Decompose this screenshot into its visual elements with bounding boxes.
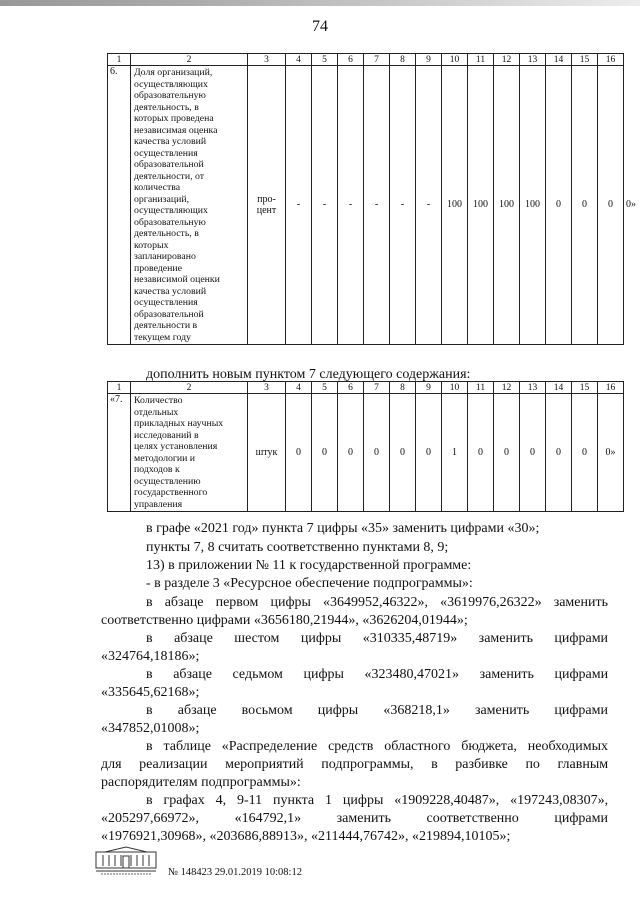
table-indicator-6 <box>107 53 636 345</box>
word: «323480,47021» <box>364 667 460 682</box>
value-cell: 0 <box>312 394 338 512</box>
word: заменить <box>478 631 533 646</box>
word: «164792,1» <box>234 811 302 826</box>
description-line: Количество <box>134 395 183 406</box>
word: в <box>146 793 153 808</box>
column-header-1: 1 <box>108 54 131 66</box>
paragraph-p9-line3: распорядителям подпрограммы»: <box>101 775 301 790</box>
column-header-5: 5 <box>312 382 338 394</box>
word: абзаце <box>177 703 217 718</box>
word: цифрами <box>554 811 608 826</box>
word: пункта <box>273 793 315 808</box>
description-line: независимой оценки <box>134 274 220 285</box>
paragraph-p1: в графе «2021 год» пункта 7 цифры «35» заменить цифрами «30»; <box>146 521 540 536</box>
word: «Распределение <box>221 739 318 754</box>
column-header-16: 16 <box>598 382 624 394</box>
page-number: 74 <box>312 18 328 35</box>
column-header-6: 6 <box>338 382 364 394</box>
table-row: 6. Доля организаций, осуществляющих образовательную деятельность, в которых проведена независимая оценка качества условий осуществления образовательной деятельности, от количества организаций, осуществляющих образовательную деятельность, в которых запланировано проведение независимой оценки качества условий осуществления образовательной деятельности в текущем году про- цент - - - - - - 100 100 100 100 0 0 0 0» <box>108 66 624 345</box>
table-row <box>108 394 624 512</box>
word: восьмом <box>241 703 293 718</box>
column-header-1: 1 <box>108 382 131 394</box>
description-line: организаций, <box>134 193 190 205</box>
column-header-8: 8 <box>390 54 416 66</box>
value-cell: 0 <box>520 394 546 512</box>
row-description <box>131 394 248 512</box>
word: абзаце <box>173 667 212 682</box>
column-header-7: 7 <box>364 54 390 66</box>
word: 1 <box>325 793 333 808</box>
description-line: деятельность, в <box>134 228 199 239</box>
paragraph-p9-line1 <box>146 738 608 756</box>
word: «310335,48719» <box>362 631 458 646</box>
value-cell: 100 <box>468 66 494 345</box>
word: реализации <box>139 757 208 772</box>
paragraph-p2: пункты 7, 8 считать соответственно пунктами 8, 9; <box>146 540 449 555</box>
column-header-15: 15 <box>572 382 598 394</box>
description-line: независимая оценка <box>134 124 218 136</box>
paragraph-p7-line1 <box>146 666 608 684</box>
value-cell: 0 <box>546 394 572 512</box>
word: цифрами <box>554 667 609 682</box>
description-line: текущем году <box>134 331 191 343</box>
description-line: образовательной <box>134 159 204 170</box>
unit-line: цент <box>256 205 277 216</box>
column-header-10: 10 <box>442 54 468 66</box>
description-line: методологии и <box>134 452 196 464</box>
word: в <box>146 595 153 610</box>
row-description <box>131 66 248 345</box>
description-line: подходов к <box>134 464 180 475</box>
column-header-2: 2 <box>131 382 248 394</box>
column-header-8: 8 <box>390 382 416 394</box>
description-line: Доля организаций, <box>134 67 213 78</box>
word: «197243,08307», <box>510 793 609 808</box>
description-line: осуществляющих <box>134 78 208 90</box>
value-cell: 0 <box>546 66 572 345</box>
word: цифры <box>270 595 311 610</box>
description-line: деятельность, в <box>134 101 199 113</box>
registration-stamp: № 148423 29.01.2019 10:08:12 <box>168 867 302 878</box>
description-line: проведение <box>134 262 182 274</box>
scan-edge <box>0 0 640 6</box>
description-line: отдельных <box>134 406 179 418</box>
column-header-12: 12 <box>494 54 520 66</box>
value-cell: - <box>390 66 416 345</box>
value-cell: - <box>416 66 442 345</box>
table-header-row <box>108 54 624 66</box>
paragraph-p7-line2: «335645,62168»; <box>101 685 200 700</box>
word: заменить <box>336 811 391 826</box>
value-cell: 0 <box>572 66 598 345</box>
description-line: качества условий <box>134 136 207 147</box>
description-line: которых проведена <box>134 113 214 124</box>
column-header-9: 9 <box>416 54 442 66</box>
value-cell: - <box>338 66 364 345</box>
word: цифрами <box>554 703 608 718</box>
description-line: целях установления <box>134 441 218 452</box>
word: мероприятий <box>225 757 304 772</box>
word: главным <box>557 757 609 772</box>
column-header-5: 5 <box>312 54 338 66</box>
column-header-4: 4 <box>286 54 312 66</box>
value-cell: - <box>286 66 312 345</box>
word: «368218,1» <box>383 703 450 718</box>
column-header-2: 2 <box>131 54 248 66</box>
paragraph-p10-line3: «1976921,30968», «203686,88913», «211444,76742», «219894,10105»; <box>101 829 511 844</box>
word: разбивке <box>455 757 508 772</box>
value-cell: 0 <box>468 394 494 512</box>
value-cell: 0 <box>286 394 312 512</box>
column-header-14: 14 <box>546 54 572 66</box>
value-cell: 0 <box>390 394 416 512</box>
description-line: образовательную <box>134 216 206 228</box>
word: «1909228,40487», <box>394 793 500 808</box>
word: областного <box>384 739 451 754</box>
word: подпрограммы, <box>321 757 414 772</box>
word: первом <box>215 595 259 610</box>
word: заменить <box>553 595 608 610</box>
column-header-13: 13 <box>520 54 546 66</box>
column-header-3: 3 <box>248 54 286 66</box>
description-line: исследований в <box>134 429 199 441</box>
paragraph-p5-line2: соответственно цифрами «3656180,21944», «3626204,01944»; <box>101 613 468 628</box>
description-line: прикладных научных <box>134 418 224 429</box>
word: по <box>525 757 540 772</box>
paragraph-p5-line1 <box>146 594 608 612</box>
word: необходимых <box>527 739 609 754</box>
word: седьмом <box>232 667 283 682</box>
word: в <box>431 757 438 772</box>
paragraph-p4: - в разделе 3 «Ресурсное обеспечение подпрограммы»: <box>146 576 473 591</box>
description-line: осуществления <box>134 147 198 159</box>
value-cell: 0 <box>494 394 520 512</box>
value-cell: 0» <box>598 394 624 512</box>
paragraph-p6-line2: «324764,18186»; <box>101 649 200 664</box>
description-line: деятельности, от <box>134 170 205 182</box>
word: шестом <box>234 631 280 646</box>
building-seal-icon <box>95 846 157 876</box>
description-line: качества условий <box>134 285 207 297</box>
column-header-7: 7 <box>364 382 390 394</box>
description-line: образовательную <box>134 90 206 101</box>
column-header-14: 14 <box>546 382 572 394</box>
description-line: которых <box>134 239 169 251</box>
word: цифры <box>342 793 384 808</box>
value-cell: 100 <box>520 66 546 345</box>
word: абзаце <box>164 595 204 610</box>
column-header-6: 6 <box>338 54 364 66</box>
column-header-11: 11 <box>468 382 494 394</box>
description-line: управления <box>134 498 183 510</box>
value-cell: 100 <box>494 66 520 345</box>
word: бюджета, <box>461 739 517 754</box>
column-header-11: 11 <box>468 54 494 66</box>
word: заменить <box>474 703 530 718</box>
table-indicator-7 <box>107 381 624 512</box>
column-header-4: 4 <box>286 382 312 394</box>
column-header-9: 9 <box>416 382 442 394</box>
row-unit: штук <box>248 394 286 512</box>
value-cell: 1 <box>442 394 468 512</box>
word: средств <box>328 739 374 754</box>
value-cell: 0 <box>338 394 364 512</box>
column-header-16: 16 <box>598 54 624 66</box>
description-line: государственного <box>134 487 208 498</box>
word: графах <box>163 793 205 808</box>
word: цифрами <box>554 631 609 646</box>
paragraph-p6-line1 <box>146 630 608 648</box>
intro-line: дополнить новым пунктом 7 следующего содержания: <box>146 367 471 382</box>
description-line: запланировано <box>134 251 196 262</box>
description-line: количества <box>134 182 181 193</box>
word: цифры <box>300 631 342 646</box>
column-header-13: 13 <box>520 382 546 394</box>
word: в <box>146 739 153 754</box>
paragraph-p8-line1 <box>146 702 608 720</box>
value-cell: - <box>364 66 390 345</box>
word: «3619976,26322» <box>440 595 542 610</box>
value-cell: 0 <box>572 394 598 512</box>
paragraph-p8-line2: «347852,01008»; <box>101 721 200 736</box>
word: цифры <box>303 667 344 682</box>
paragraph-p10-line1 <box>146 792 608 810</box>
value-cell: 0 <box>364 394 390 512</box>
paragraph-p3: 13) в приложении № 11 к государственной программе: <box>146 558 472 573</box>
paragraph-p10-line2 <box>101 810 608 828</box>
description-line: осуществляющих <box>134 205 208 216</box>
value-cell: 0 <box>416 394 442 512</box>
word: цифры <box>317 703 359 718</box>
column-header-15: 15 <box>572 54 598 66</box>
value-cell: 100 <box>442 66 468 345</box>
word: «205297,66972», <box>101 811 199 826</box>
column-header-12: 12 <box>494 382 520 394</box>
description-line: осуществлению <box>134 475 201 487</box>
description-line: деятельности в <box>134 320 198 331</box>
row-number: 6. <box>108 66 131 345</box>
row-number: «7. <box>108 394 131 512</box>
unit-line: про- <box>257 193 276 205</box>
word: 4, <box>215 793 227 808</box>
value-cell: 0 <box>598 66 624 345</box>
word: 9-11 <box>237 793 263 808</box>
word: соответственно <box>426 811 519 826</box>
column-header-10: 10 <box>442 382 468 394</box>
paragraph-p9-line2 <box>101 756 608 774</box>
word: заменить <box>479 667 534 682</box>
word: для <box>101 757 122 772</box>
word: в <box>146 631 153 646</box>
word: абзаце <box>174 631 213 646</box>
description-line: осуществления <box>134 297 198 308</box>
word: в <box>146 667 153 682</box>
table-header-row <box>108 382 624 394</box>
word: таблице <box>163 739 211 754</box>
word: «3649952,46322», <box>323 595 429 610</box>
row-unit <box>248 66 286 345</box>
value-cell: - <box>312 66 338 345</box>
column-header-3: 3 <box>248 382 286 394</box>
description-line: образовательной <box>134 308 204 320</box>
word: в <box>146 703 153 718</box>
